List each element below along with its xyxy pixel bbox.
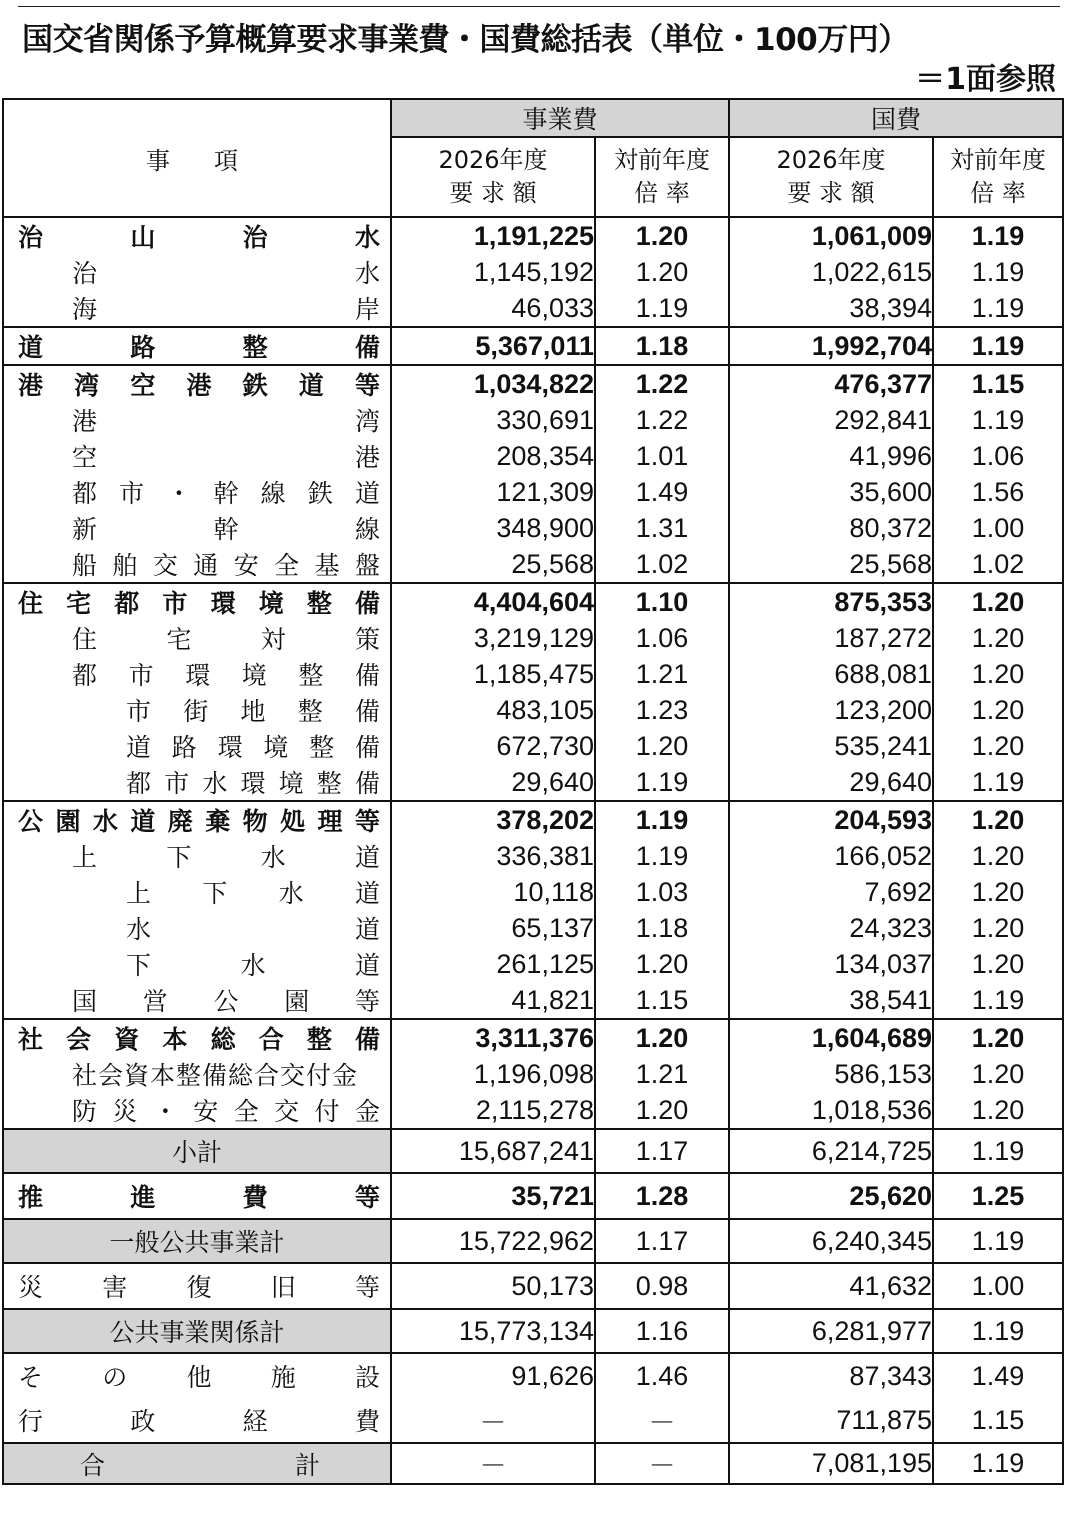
kokuhi-ratio: 1.19	[933, 327, 1063, 365]
table-row	[3, 1443, 1063, 1484]
jigyohi-request: 15,773,134	[391, 1309, 595, 1353]
jigyohi-ratio: 1.19	[595, 764, 729, 801]
kokuhi-request: 35,600	[729, 474, 933, 510]
row-label: 公 園 水 道 廃 棄 物 処 理 等	[3, 801, 391, 838]
kokuhi-ratio: 1.25	[933, 1173, 1063, 1219]
jigyohi-request: 1,145,192	[391, 254, 595, 290]
jigyohi-request: 15,687,241	[391, 1129, 595, 1173]
kokuhi-ratio: 1.19	[933, 290, 1063, 327]
jigyohi-ratio: 1.01	[595, 438, 729, 474]
kokuhi-request: 123,200	[729, 692, 933, 728]
jigyohi-ratio: 1.16	[595, 1309, 729, 1353]
kokuhi-ratio: 1.20	[933, 583, 1063, 620]
jigyohi-request: 10,118	[391, 874, 595, 910]
header-kokuhi-ratio	[933, 137, 1063, 217]
table-row	[3, 1398, 1063, 1443]
jigyohi-request: 41,821	[391, 982, 595, 1019]
jigyohi-ratio: －	[595, 1398, 729, 1443]
header-line: 倍 率	[634, 179, 690, 207]
kokuhi-request: 6,240,345	[729, 1219, 933, 1263]
row-label: 行 政 経 費	[3, 1398, 391, 1443]
table-row	[3, 946, 1063, 982]
table-row	[3, 474, 1063, 510]
kokuhi-request: 166,052	[729, 838, 933, 874]
jigyohi-request: 65,137	[391, 910, 595, 946]
kokuhi-ratio: 1.06	[933, 438, 1063, 474]
row-label: 社会資本整備総合交付金	[3, 1056, 391, 1092]
jigyohi-ratio: 1.23	[595, 692, 729, 728]
jigyohi-ratio: 1.19	[595, 838, 729, 874]
jigyohi-request: 1,196,098	[391, 1056, 595, 1092]
kokuhi-request: 1,604,689	[729, 1019, 933, 1056]
jigyohi-request: 1,191,225	[391, 217, 595, 254]
kokuhi-ratio: 1.20	[933, 620, 1063, 656]
header-line: 2026年度	[438, 146, 548, 174]
row-label: 空 港	[3, 438, 391, 474]
row-label: 災 害 復 旧 等	[3, 1263, 391, 1309]
jigyohi-ratio: 1.18	[595, 910, 729, 946]
jigyohi-ratio: 1.20	[595, 728, 729, 764]
row-label: 合 計	[3, 1443, 391, 1484]
row-label: 社 会 資 本 総 合 整 備	[3, 1019, 391, 1056]
table-row	[3, 692, 1063, 728]
row-label: 住 宅 対 策	[3, 620, 391, 656]
kokuhi-ratio: 1.19	[933, 1129, 1063, 1173]
row-label: 一般公共事業計	[3, 1219, 391, 1263]
row-label: 新 幹 線	[3, 510, 391, 546]
header-line: 要 求 額	[787, 179, 875, 207]
top-rule	[18, 6, 1060, 7]
row-label: 都 市 環 境 整 備	[3, 656, 391, 692]
jigyohi-request: 2,115,278	[391, 1092, 595, 1129]
header-kokuhi: 国費	[729, 99, 1063, 137]
jigyohi-ratio: －	[595, 1443, 729, 1484]
row-label: 上 下 水 道	[3, 838, 391, 874]
row-label: 都 市 水 環 境 整 備	[3, 764, 391, 801]
kokuhi-ratio: 1.20	[933, 801, 1063, 838]
table-row	[3, 365, 1063, 402]
kokuhi-request: 1,992,704	[729, 327, 933, 365]
kokuhi-request: 204,593	[729, 801, 933, 838]
jigyohi-ratio: 1.22	[595, 402, 729, 438]
kokuhi-request: 187,272	[729, 620, 933, 656]
kokuhi-request: 7,081,195	[729, 1443, 933, 1484]
kokuhi-request: 586,153	[729, 1056, 933, 1092]
table-row	[3, 1129, 1063, 1173]
jigyohi-request: 1,185,475	[391, 656, 595, 692]
jigyohi-ratio: 1.19	[595, 290, 729, 327]
table-row	[3, 1019, 1063, 1056]
jigyohi-ratio: 1.18	[595, 327, 729, 365]
jigyohi-request: 121,309	[391, 474, 595, 510]
kokuhi-request: 1,018,536	[729, 1092, 933, 1129]
kokuhi-request: 1,061,009	[729, 217, 933, 254]
kokuhi-ratio: 1.15	[933, 1398, 1063, 1443]
jigyohi-request: 25,568	[391, 546, 595, 583]
table-row	[3, 1263, 1063, 1309]
jigyohi-ratio: 1.28	[595, 1173, 729, 1219]
row-label: 治 山 治 水	[3, 217, 391, 254]
header-line: 2026年度	[776, 146, 886, 174]
table-row	[3, 1092, 1063, 1129]
kokuhi-ratio: 1.20	[933, 692, 1063, 728]
row-label: そ の 他 施 設	[3, 1353, 391, 1398]
table-row	[3, 1353, 1063, 1398]
table-row	[3, 1056, 1063, 1092]
kokuhi-ratio: 1.19	[933, 1443, 1063, 1484]
table-row	[3, 217, 1063, 254]
row-label: 港 湾	[3, 402, 391, 438]
kokuhi-ratio: 1.20	[933, 838, 1063, 874]
row-label: 水 道	[3, 910, 391, 946]
table-row	[3, 728, 1063, 764]
kokuhi-request: 7,692	[729, 874, 933, 910]
kokuhi-request: 688,081	[729, 656, 933, 692]
jigyohi-request: 46,033	[391, 290, 595, 327]
kokuhi-ratio: 1.19	[933, 1309, 1063, 1353]
jigyohi-request: 4,404,604	[391, 583, 595, 620]
jigyohi-ratio: 1.10	[595, 583, 729, 620]
header-jigyohi: 事業費	[391, 99, 729, 137]
kokuhi-request: 41,996	[729, 438, 933, 474]
kokuhi-request: 476,377	[729, 365, 933, 402]
jigyohi-ratio: 1.49	[595, 474, 729, 510]
header-item: 事 項	[3, 99, 391, 217]
kokuhi-ratio: 1.19	[933, 982, 1063, 1019]
jigyohi-request: 29,640	[391, 764, 595, 801]
jigyohi-request: 3,311,376	[391, 1019, 595, 1056]
row-label: 船 舶 交 通 安 全 基 盤	[3, 546, 391, 583]
kokuhi-request: 87,343	[729, 1353, 933, 1398]
table-row	[3, 656, 1063, 692]
header-line: 要 求 額	[449, 179, 537, 207]
kokuhi-ratio: 1.20	[933, 1056, 1063, 1092]
header-line: 対前年度	[614, 146, 710, 174]
kokuhi-request: 38,541	[729, 982, 933, 1019]
kokuhi-ratio: 1.00	[933, 510, 1063, 546]
header-jigyohi-ratio	[595, 137, 729, 217]
kokuhi-ratio: 1.00	[933, 1263, 1063, 1309]
jigyohi-ratio: 1.06	[595, 620, 729, 656]
kokuhi-ratio: 1.20	[933, 1092, 1063, 1129]
kokuhi-request: 25,568	[729, 546, 933, 583]
jigyohi-ratio: 1.20	[595, 946, 729, 982]
jigyohi-ratio: 1.15	[595, 982, 729, 1019]
kokuhi-ratio: 1.20	[933, 910, 1063, 946]
jigyohi-ratio: 1.31	[595, 510, 729, 546]
table-row	[3, 1173, 1063, 1219]
row-label: 市 街 地 整 備	[3, 692, 391, 728]
table-row	[3, 982, 1063, 1019]
budget-table	[2, 98, 1064, 1485]
kokuhi-ratio: 1.19	[933, 254, 1063, 290]
jigyohi-request: 91,626	[391, 1353, 595, 1398]
kokuhi-request: 134,037	[729, 946, 933, 982]
header-line: 対前年度	[950, 146, 1047, 174]
jigyohi-ratio: 1.19	[595, 801, 729, 838]
kokuhi-request: 6,281,977	[729, 1309, 933, 1353]
jigyohi-request: 1,034,822	[391, 365, 595, 402]
jigyohi-ratio: 1.22	[595, 365, 729, 402]
jigyohi-request: 348,900	[391, 510, 595, 546]
row-label: 治 水	[3, 254, 391, 290]
table-body	[3, 217, 1063, 1484]
row-label: 港 湾 空 港 鉄 道 等	[3, 365, 391, 402]
jigyohi-request: 672,730	[391, 728, 595, 764]
jigyohi-ratio: 0.98	[595, 1263, 729, 1309]
kokuhi-ratio: 1.20	[933, 728, 1063, 764]
row-label: 住 宅 都 市 環 境 整 備	[3, 583, 391, 620]
header-line: 倍 率	[970, 179, 1026, 207]
row-label: 道 路 環 境 整 備	[3, 728, 391, 764]
table-row	[3, 620, 1063, 656]
jigyohi-request: －	[391, 1443, 595, 1484]
kokuhi-ratio: 1.20	[933, 946, 1063, 982]
page-title: 国交省関係予算概算要求事業費・国費総括表（単位・100万円）	[22, 22, 909, 58]
header-jigyohi-request	[391, 137, 595, 217]
jigyohi-request: 5,367,011	[391, 327, 595, 365]
table-row	[3, 1219, 1063, 1263]
kokuhi-request: 292,841	[729, 402, 933, 438]
kokuhi-request: 6,214,725	[729, 1129, 933, 1173]
jigyohi-ratio: 1.21	[595, 1056, 729, 1092]
kokuhi-ratio: 1.56	[933, 474, 1063, 510]
kokuhi-request: 535,241	[729, 728, 933, 764]
table-row	[3, 874, 1063, 910]
table-row	[3, 290, 1063, 327]
kokuhi-request: 41,632	[729, 1263, 933, 1309]
row-label: 海 岸	[3, 290, 391, 327]
kokuhi-ratio: 1.20	[933, 656, 1063, 692]
jigyohi-request: 50,173	[391, 1263, 595, 1309]
jigyohi-ratio: 1.20	[595, 217, 729, 254]
row-label: 公共事業関係計	[3, 1309, 391, 1353]
table-row	[3, 838, 1063, 874]
table-row	[3, 583, 1063, 620]
kokuhi-request: 24,323	[729, 910, 933, 946]
jigyohi-ratio: 1.46	[595, 1353, 729, 1398]
jigyohi-ratio: 1.20	[595, 254, 729, 290]
kokuhi-ratio: 1.19	[933, 217, 1063, 254]
kokuhi-request: 1,022,615	[729, 254, 933, 290]
row-label: 道 路 整 備	[3, 327, 391, 365]
kokuhi-ratio: 1.49	[933, 1353, 1063, 1398]
kokuhi-ratio: 1.15	[933, 365, 1063, 402]
table-row	[3, 801, 1063, 838]
table-row	[3, 327, 1063, 365]
jigyohi-request: 330,691	[391, 402, 595, 438]
jigyohi-request: 208,354	[391, 438, 595, 474]
kokuhi-ratio: 1.20	[933, 874, 1063, 910]
kokuhi-ratio: 1.02	[933, 546, 1063, 583]
jigyohi-request: －	[391, 1398, 595, 1443]
jigyohi-request: 35,721	[391, 1173, 595, 1219]
jigyohi-ratio: 1.17	[595, 1219, 729, 1263]
kokuhi-request: 875,353	[729, 583, 933, 620]
kokuhi-ratio: 1.20	[933, 1019, 1063, 1056]
jigyohi-request: 483,105	[391, 692, 595, 728]
jigyohi-request: 336,381	[391, 838, 595, 874]
table-row	[3, 510, 1063, 546]
row-label: 上 下 水 道	[3, 874, 391, 910]
jigyohi-ratio: 1.20	[595, 1092, 729, 1129]
jigyohi-ratio: 1.20	[595, 1019, 729, 1056]
jigyohi-ratio: 1.17	[595, 1129, 729, 1173]
kokuhi-ratio: 1.19	[933, 402, 1063, 438]
row-label: 推 進 費 等	[3, 1173, 391, 1219]
table-row	[3, 254, 1063, 290]
row-label: 下 水 道	[3, 946, 391, 982]
table-row	[3, 438, 1063, 474]
reference-note: ＝1面参照	[915, 62, 1056, 97]
kokuhi-request: 711,875	[729, 1398, 933, 1443]
jigyohi-request: 261,125	[391, 946, 595, 982]
jigyohi-request: 15,722,962	[391, 1219, 595, 1263]
table-row	[3, 910, 1063, 946]
table-row	[3, 1309, 1063, 1353]
row-label: 防 災 ・ 安 全 交 付 金	[3, 1092, 391, 1129]
row-label: 都 市 ・ 幹 線 鉄 道	[3, 474, 391, 510]
header-kokuhi-request	[729, 137, 933, 217]
kokuhi-request: 29,640	[729, 764, 933, 801]
jigyohi-request: 3,219,129	[391, 620, 595, 656]
table-row	[3, 402, 1063, 438]
kokuhi-ratio: 1.19	[933, 764, 1063, 801]
kokuhi-request: 80,372	[729, 510, 933, 546]
jigyohi-ratio: 1.21	[595, 656, 729, 692]
row-label: 小計	[3, 1129, 391, 1173]
jigyohi-request: 378,202	[391, 801, 595, 838]
kokuhi-request: 25,620	[729, 1173, 933, 1219]
kokuhi-request: 38,394	[729, 290, 933, 327]
table-row	[3, 546, 1063, 583]
jigyohi-ratio: 1.03	[595, 874, 729, 910]
jigyohi-ratio: 1.02	[595, 546, 729, 583]
kokuhi-ratio: 1.19	[933, 1219, 1063, 1263]
row-label: 国 営 公 園 等	[3, 982, 391, 1019]
table-row	[3, 764, 1063, 801]
